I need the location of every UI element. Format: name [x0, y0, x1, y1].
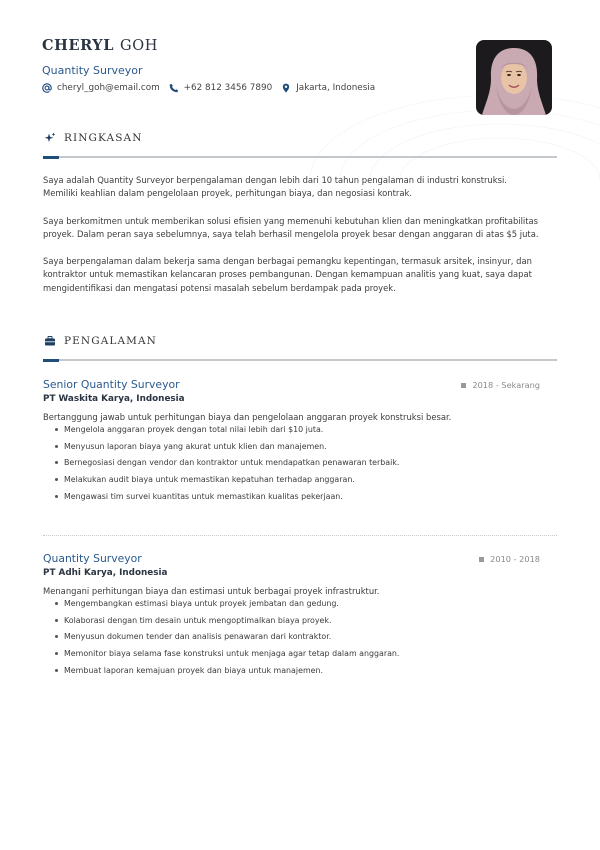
job-role: Quantity Surveyor: [43, 552, 142, 565]
first-name: CHERYL: [42, 37, 115, 54]
summary-rule-accent: [43, 156, 59, 159]
experience-heading: [44, 335, 157, 347]
job-divider: [43, 535, 557, 536]
briefcase-icon: [44, 335, 56, 347]
job-bullet: Mengembangkan estimasi biaya untuk proyek jembatan dan gedung.: [55, 598, 557, 609]
phone-icon: [169, 83, 179, 93]
contact-phone[interactable]: [169, 83, 273, 93]
job-company: PT Adhi Karya, Indonesia: [43, 568, 168, 578]
experience-item: [43, 378, 557, 507]
job-dates: [461, 380, 540, 390]
job-bullet: Membuat laporan kemajuan proyek dan biaya untuk manajemen.: [55, 665, 557, 676]
experience-heading-label: PENGALAMAN: [64, 335, 157, 347]
job-bullets: [43, 598, 557, 676]
summary-rule: [43, 156, 557, 158]
candidate-name: [42, 37, 158, 54]
sparkle-icon: [44, 132, 56, 144]
last-name: GOH: [120, 38, 158, 54]
job-bullet: Bernegosiasi dengan vendor dan kontraktor untuk mendapatkan penawaran terbaik.: [55, 457, 557, 468]
summary-heading: [44, 132, 143, 144]
job-bullet: Mengelola anggaran proyek dengan total nilai lebih dari $10 juta.: [55, 424, 557, 435]
contact-row: [42, 83, 384, 93]
experience-rule: [43, 359, 557, 361]
map-pin-icon: [281, 83, 291, 93]
at-sign-icon: [42, 83, 52, 93]
summary-text: [43, 174, 543, 309]
job-dates: [479, 554, 540, 564]
job-title: Quantity Surveyor: [42, 64, 143, 77]
phone-text: +62 812 3456 7890: [183, 83, 273, 93]
job-bullet: Memonitor biaya selama fase konstruksi untuk menjaga agar tetap dalam anggaran.: [55, 648, 557, 659]
job-dates-text: 2010 - 2018: [490, 554, 540, 564]
job-role: Senior Quantity Surveyor: [43, 378, 180, 391]
experience-rule-accent: [43, 359, 59, 362]
summary-paragraph-3: Saya berpengalaman dalam bekerja sama dengan berbagai pemangku kepentingan, termasuk arsitek, insinyur, dan kontraktor untuk memastikan kelancaran proses pembangunan. Dengan kemampuan analitis yang kuat, saya dapat mengidentifikasi dan mengatasi potensi masalah sebelum berdampak pada proyek.: [43, 256, 532, 293]
job-description: Menangani perhitungan biaya dan estimasi untuk berbagai proyek infrastruktur.: [43, 586, 380, 596]
profile-photo: [476, 40, 552, 115]
summary-heading-label: RINGKASAN: [64, 132, 143, 144]
summary-paragraph-2: Saya berkomitmen untuk memberikan solusi efisien yang memenuhi kebutuhan klien dan meningkatkan profitabilitas proyek. Dalam peran saya sebelumnya, saya telah berhasil mengelola proyek besar dengan anggaran di atas $5 juta.: [43, 215, 539, 239]
job-description: Bertanggung jawab untuk perhitungan biaya dan pengelolaan anggaran proyek konstruksi besar.: [43, 412, 452, 422]
job-bullet: Menyusun laporan biaya yang akurat untuk klien dan manajemen.: [55, 441, 557, 452]
contact-location: [281, 83, 375, 93]
location-text: Jakarta, Indonesia: [296, 83, 376, 93]
calendar-square-icon: [479, 557, 484, 562]
job-company: PT Waskita Karya, Indonesia: [43, 394, 185, 404]
calendar-square-icon: [461, 383, 466, 388]
job-bullet: Kolaborasi dengan tim desain untuk mengoptimalkan biaya proyek.: [55, 615, 557, 626]
job-bullets: [43, 424, 557, 502]
experience-item: [43, 552, 557, 681]
summary-paragraph-1: Saya adalah Quantity Surveyor berpengalaman dengan lebih dari 10 tahun pengalaman di industri konstruksi. Memiliki keahlian dalam pengelolaan proyek, perhitungan biaya, dan negosiasi kontrak.: [43, 175, 507, 199]
job-bullet: Mengawasi tim survei kuantitas untuk memastikan kualitas pekerjaan.: [55, 491, 557, 502]
job-bullet: Menyusun dokumen tender dan analisis penawaran dari kontraktor.: [55, 631, 557, 642]
job-dates-text: 2018 - Sekarang: [472, 380, 540, 390]
contact-email[interactable]: [42, 83, 160, 93]
job-bullet: Melakukan audit biaya untuk memastikan kepatuhan terhadap anggaran.: [55, 474, 557, 485]
email-text: cheryl_goh@email.com: [57, 83, 160, 93]
